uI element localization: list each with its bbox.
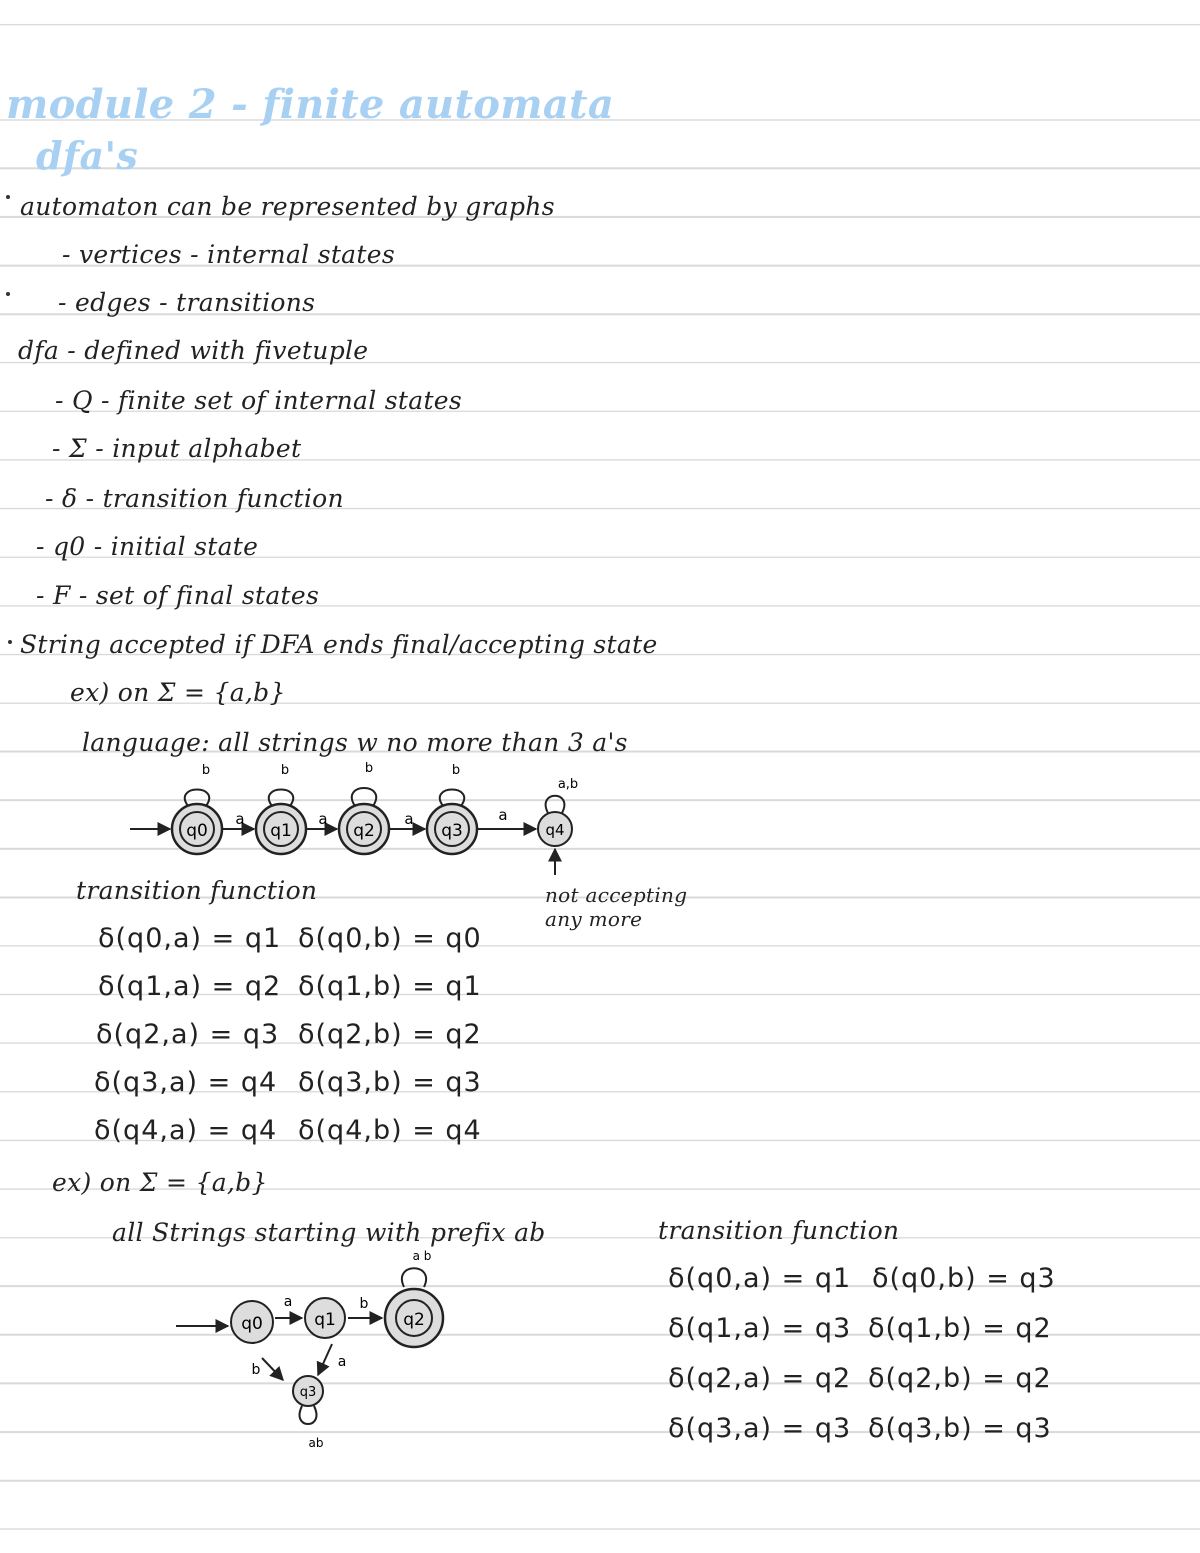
note-line-edges: - edges - transitions — [58, 288, 316, 317]
loop2-q3 — [300, 1406, 317, 1424]
note-not-accepting: not accepting — [545, 883, 688, 907]
loop2-label-q2: a b — [412, 1249, 432, 1263]
ex2-transition-b-0: δ(q0,b) = q3 — [872, 1263, 1056, 1294]
state2-q0 — [231, 1301, 273, 1343]
ex2-transition-b-3: δ(q3,b) = q3 — [868, 1413, 1052, 1444]
example2-header: ex) on Σ = {a,b} — [52, 1168, 268, 1197]
state-q3-label: q3 — [441, 821, 463, 841]
state-q1-label: q1 — [270, 821, 292, 841]
state-q2 — [339, 804, 389, 854]
tuple-item-delta: - δ - transition function — [45, 484, 344, 513]
loop2-label-q3: ab — [308, 1436, 324, 1450]
example2-description: all Strings starting with prefix ab — [112, 1218, 546, 1247]
ex2-transition-a-3: δ(q3,a) = q3 — [668, 1413, 852, 1444]
loop-label-q0: b — [201, 763, 211, 778]
loop-label-q1: b — [280, 763, 290, 778]
edge2-label-q0-q3: b — [251, 1362, 261, 1378]
ex1-transition-b-0: δ(q0,b) = q0 — [298, 923, 482, 954]
state-q0 — [172, 804, 222, 854]
example2-tf-title: transition function — [658, 1216, 900, 1245]
edge-label-q2-q3: a — [404, 810, 414, 828]
state2-q1 — [305, 1298, 345, 1338]
ex1-transition-a-4: δ(q4,a) = q4 — [94, 1115, 278, 1146]
edge2-q0-q3 — [262, 1358, 283, 1380]
ex1-transition-a-1: δ(q1,a) = q2 — [98, 971, 282, 1002]
loop-label-q4: a,b — [557, 777, 579, 792]
state2-q0-label: q0 — [241, 1314, 263, 1334]
state2-q2 — [385, 1289, 443, 1347]
loop2-q2 — [402, 1268, 426, 1287]
ex2-transition-a-0: δ(q0,a) = q1 — [668, 1263, 852, 1294]
state-q0-label: q0 — [186, 821, 208, 841]
tuple-item-q0: - q0 - initial state — [36, 532, 259, 561]
edge2-q1-q3 — [318, 1344, 332, 1375]
page-subtitle: dfa's — [36, 133, 139, 178]
edge-label-q0-q1: a — [235, 810, 245, 828]
state2-q1-label: q1 — [314, 1310, 336, 1330]
ex2-transition-b-1: δ(q1,b) = q2 — [868, 1313, 1052, 1344]
note-line-vertices: - vertices - internal states — [62, 240, 395, 269]
tuple-item-sigma: - Σ - input alphabet — [52, 434, 302, 463]
state2-q3-label: q3 — [299, 1385, 317, 1400]
note-line-automaton: automaton can be represented by graphs — [20, 192, 555, 221]
ex1-transition-a-0: δ(q0,a) = q1 — [98, 923, 282, 954]
edge-label-q1-q2: a — [318, 810, 328, 828]
loop-q4 — [546, 796, 565, 813]
page-title: module 2 - finite automata — [6, 81, 615, 128]
ex1-transition-b-1: δ(q1,b) = q1 — [298, 971, 482, 1002]
ex2-transition-b-2: δ(q2,b) = q2 — [868, 1363, 1052, 1394]
ex1-transition-a-3: δ(q3,a) = q4 — [94, 1067, 278, 1098]
ex2-transition-a-1: δ(q1,a) = q3 — [668, 1313, 852, 1344]
ex1-transition-a-2: δ(q2,a) = q3 — [96, 1019, 280, 1050]
edge2-label-q1-q2: b — [359, 1296, 369, 1312]
loop-label-q2: b — [364, 761, 374, 776]
ex1-transition-b-4: δ(q4,b) = q4 — [298, 1115, 482, 1146]
edge2-label-q0-q1: a — [283, 1294, 293, 1310]
ex1-transition-b-2: δ(q2,b) = q2 — [298, 1019, 482, 1050]
loop-label-q3: b — [451, 763, 461, 778]
edge2-label-q1-q3: a — [337, 1354, 347, 1370]
tuple-item-q: - Q - finite set of internal states — [55, 386, 463, 415]
state-q1 — [256, 804, 306, 854]
ex1-transition-b-3: δ(q3,b) = q3 — [298, 1067, 482, 1098]
note-any-more: any more — [545, 907, 643, 931]
tuple-item-f: - F - set of final states — [36, 581, 320, 610]
note-line-accepted: String accepted if DFA ends final/accepting state — [20, 630, 658, 659]
state-q2-label: q2 — [353, 821, 375, 841]
example1-tf-title: transition function — [76, 876, 318, 905]
example1-language: language: all strings w no more than 3 a's — [82, 728, 628, 757]
edge-label-q3-q4: a — [498, 806, 508, 824]
note-line-dfa: dfa - defined with fivetuple — [18, 336, 369, 365]
ex2-transition-a-2: δ(q2,a) = q2 — [668, 1363, 852, 1394]
state-q4-label: q4 — [545, 821, 565, 839]
state2-q2-label: q2 — [403, 1310, 425, 1330]
state2-q3 — [293, 1376, 323, 1406]
example1-header: ex) on Σ = {a,b} — [70, 678, 286, 707]
state-q3 — [427, 804, 477, 854]
state-q4 — [538, 812, 572, 846]
